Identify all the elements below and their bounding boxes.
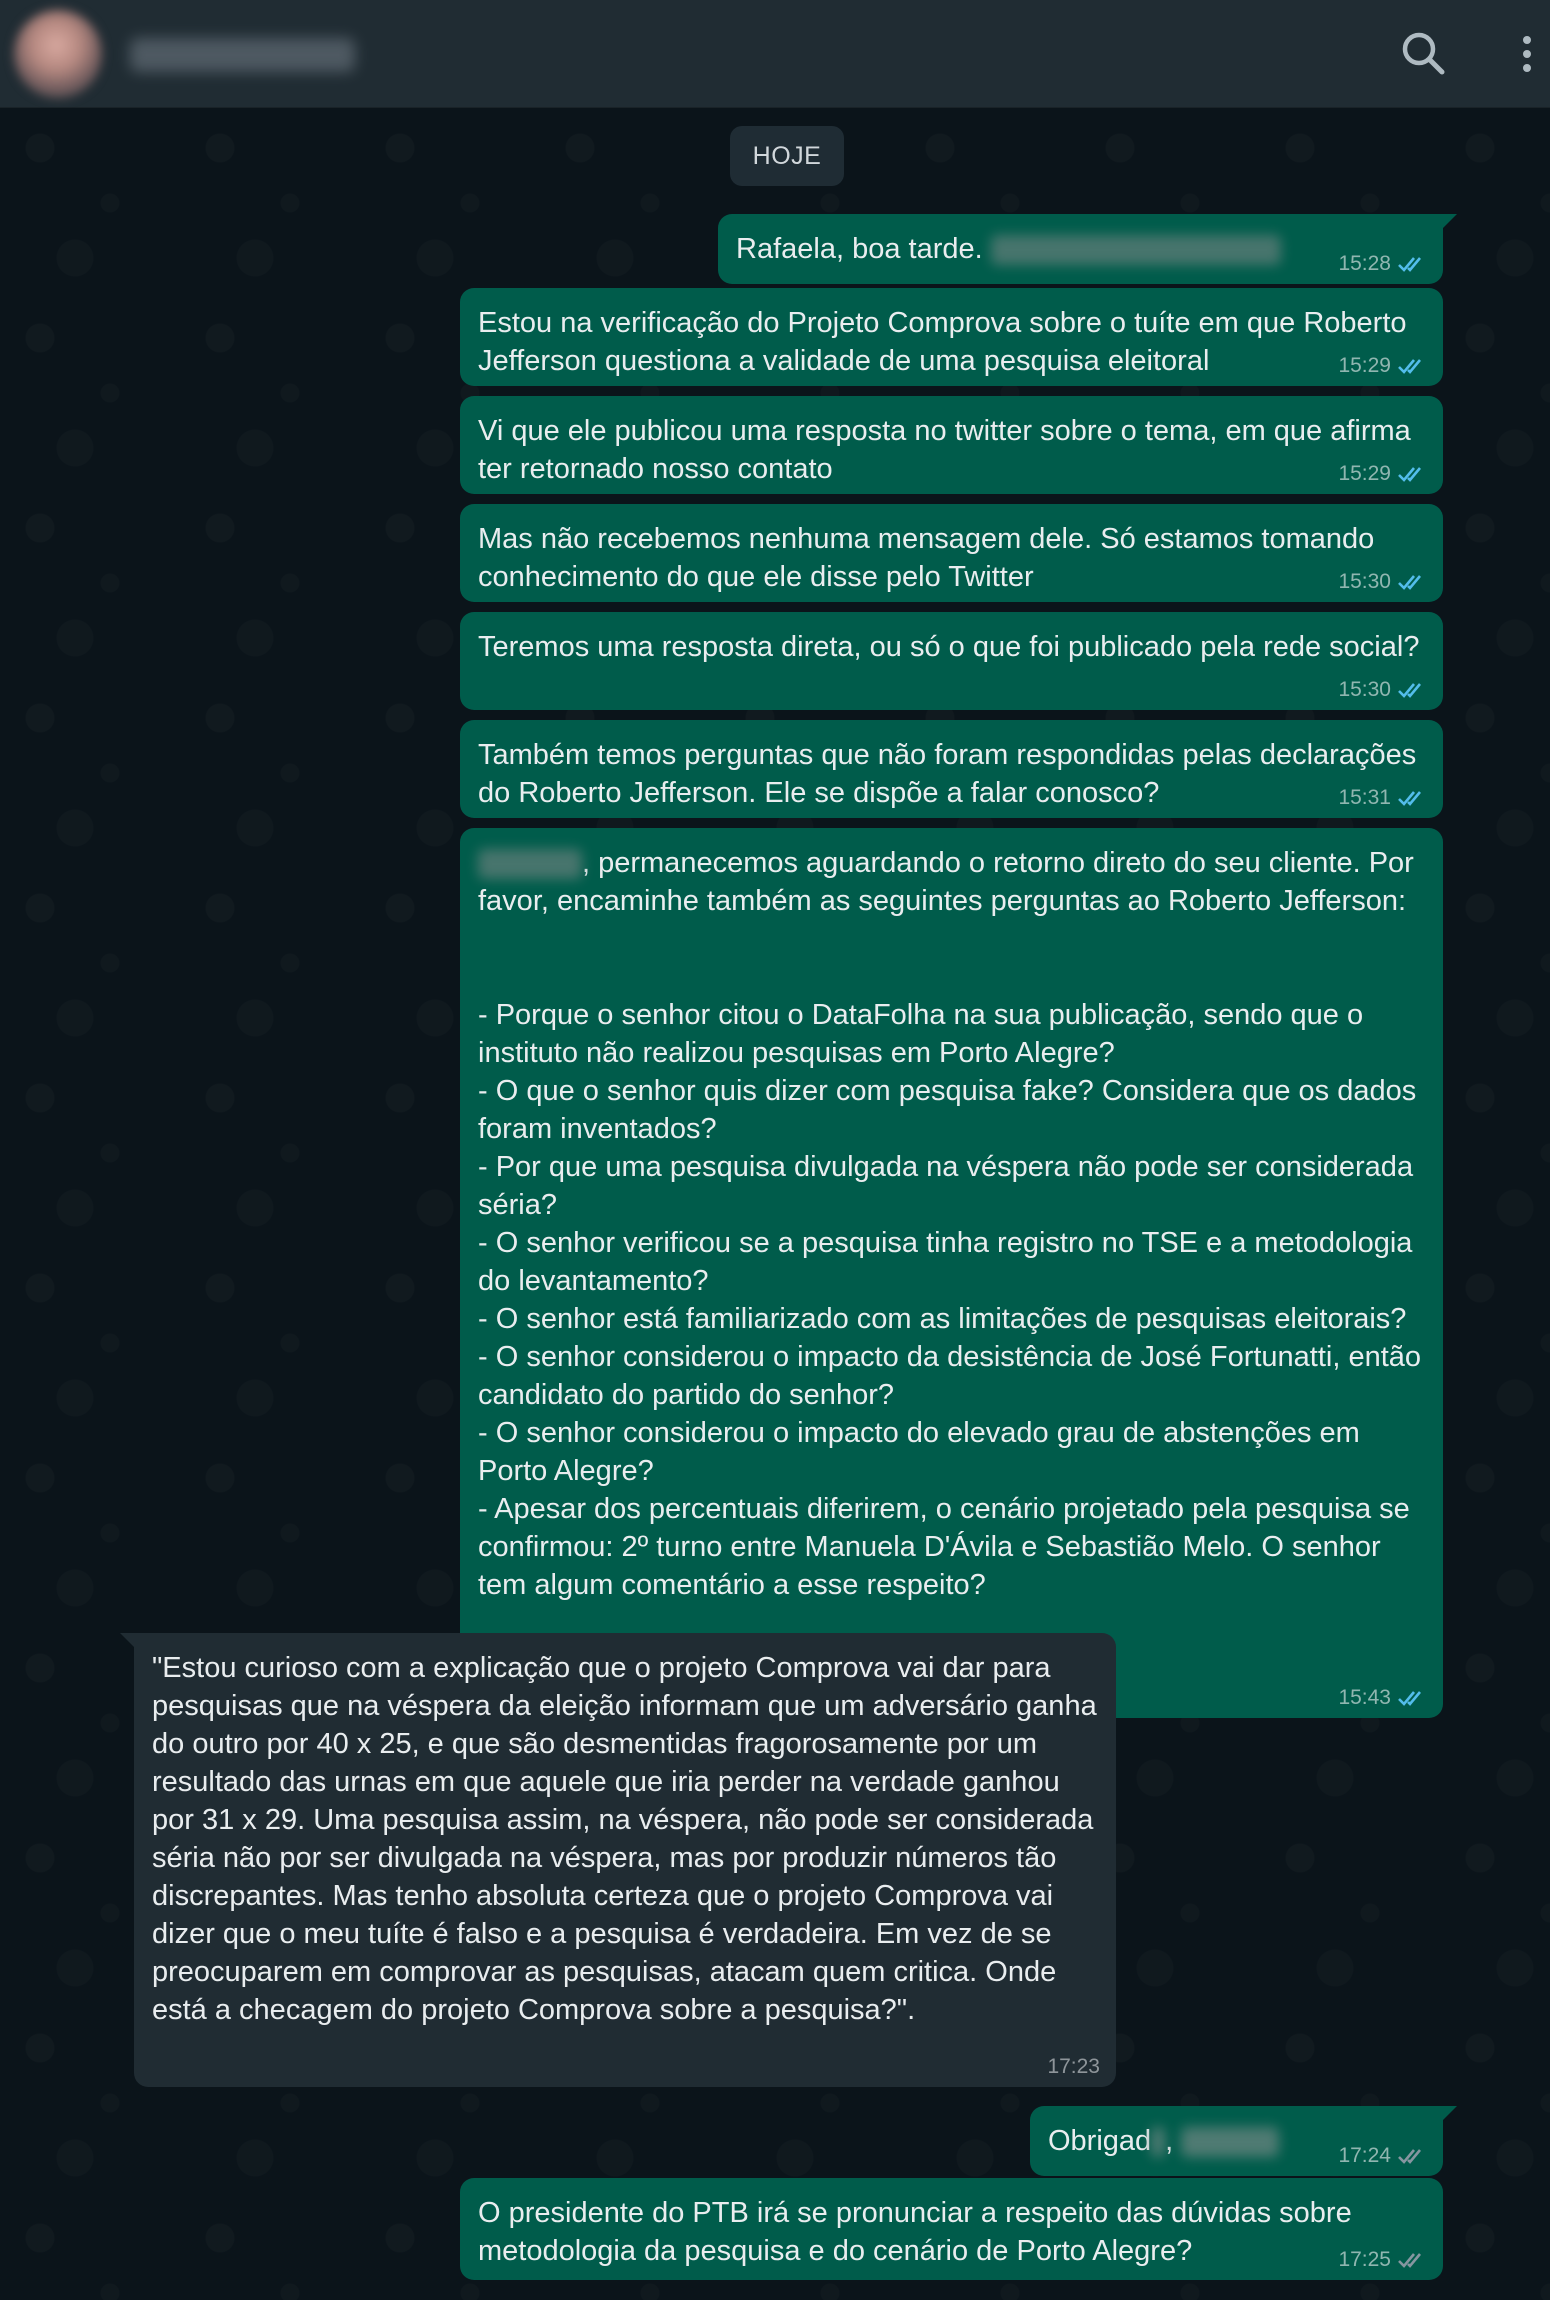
- question-item: - O senhor está familiarizado com as limitações de pesquisas eleitorais?: [478, 1303, 1407, 1335]
- question-item: - O senhor considerou o impacto da desistência de José Fortunatti, então candidato do partido do senhor?: [478, 1341, 1422, 1411]
- read-receipt-icon: [1397, 356, 1427, 376]
- outgoing-message[interactable]: [460, 612, 1443, 710]
- message-text: Vi que ele publicou uma resposta no twitter sobre o tema, em que afirma ter retornado nosso contato: [478, 415, 1411, 485]
- question-item: - O senhor considerou o impacto do elevado grau de abstenções em Porto Alegre?: [478, 1417, 1360, 1487]
- read-receipt-icon: [1397, 464, 1427, 484]
- question-item: - Porque o senhor citou o DataFolha na sua publicação, sendo que o instituto não realizou pesquisas em Porto Alegre?: [478, 999, 1364, 1069]
- redacted-name: [1181, 2127, 1279, 2157]
- message-text: Teremos uma resposta direta, ou só o que foi publicado pela rede social?: [478, 631, 1420, 663]
- outgoing-message[interactable]: [460, 396, 1443, 494]
- delivered-receipt-icon: [1397, 2250, 1427, 2270]
- message-list[interactable]: [0, 108, 1550, 2300]
- outgoing-message[interactable]: [1030, 2106, 1443, 2176]
- read-receipt-icon: [1397, 572, 1427, 592]
- message-text: Também temos perguntas que não foram respondidas pelas declarações do Roberto Jefferson. Ele se dispõe a falar conosco?: [478, 739, 1417, 809]
- message-meta: [1338, 786, 1427, 810]
- outgoing-message[interactable]: [460, 828, 1443, 1718]
- message-meta: [1047, 2055, 1100, 2079]
- message-text: "Estou curioso com a explicação que o projeto Comprova vai dar para pesquisas que na véspera da eleição informam que um adversário ganha do outro por 40 x 25, e que são desmentidas fragorosamente por um resultado das urnas em que aquele que iria perder na verdade ganhou por 31 x 29. Uma pesquisa assim, na véspera, não pode ser considerada séria não por ser divulgada na véspera, mas por produzir números tão discrepantes. Mas tenho absoluta certeza que o projeto Comprova vai dizer que o meu tuíte é falso e a pesquisa é verdadeira. Em vez de se preocuparem em comprovar as pesquisas, atacam quem critica. Onde está a checagem do projeto Comprova sobre a pesquisa?".: [152, 1652, 1097, 2026]
- blank-line: [478, 920, 1425, 996]
- message-time: 17:25: [1338, 2248, 1391, 2271]
- redacted-text: [1151, 2127, 1165, 2157]
- more-vertical-icon[interactable]: [1494, 22, 1534, 86]
- message-time: 15:31: [1338, 786, 1391, 809]
- message-time: 15:29: [1338, 354, 1391, 377]
- message-meta: [1338, 2248, 1427, 2272]
- message-meta: [1338, 1686, 1427, 1710]
- read-receipt-icon: [1397, 788, 1427, 808]
- outgoing-message[interactable]: [460, 720, 1443, 818]
- message-meta: [1338, 2144, 1427, 2168]
- message-time: 17:24: [1338, 2144, 1391, 2167]
- outgoing-message[interactable]: [718, 214, 1443, 284]
- message-meta: [1338, 462, 1427, 486]
- contact-avatar[interactable]: [14, 10, 102, 98]
- message-time: 15:43: [1338, 1686, 1391, 1709]
- message-time: 15:29: [1338, 462, 1391, 485]
- message-meta: [1338, 678, 1427, 702]
- message-meta: [1338, 252, 1427, 276]
- incoming-message[interactable]: [134, 1633, 1116, 2087]
- message-text: O presidente do PTB irá se pronunciar a respeito das dúvidas sobre metodologia da pesquisa e do cenário de Porto Alegre?: [478, 2197, 1352, 2267]
- read-receipt-icon: [1397, 680, 1427, 700]
- delivered-receipt-icon: [1397, 2146, 1427, 2166]
- question-item: - Por que uma pesquisa divulgada na véspera não pode ser considerada séria?: [478, 1151, 1414, 1221]
- message-time: 15:28: [1338, 252, 1391, 275]
- message-text: Estou na verificação do Projeto Comprova sobre o tuíte em que Roberto Jefferson questiona a validade de uma pesquisa eleitoral: [478, 307, 1407, 377]
- message-time: 15:30: [1338, 678, 1391, 701]
- message-meta: [1338, 354, 1427, 378]
- outgoing-message[interactable]: [460, 504, 1443, 602]
- question-item: - O que o senhor quis dizer com pesquisa fake? Considera que os dados foram inventados?: [478, 1075, 1417, 1145]
- outgoing-message[interactable]: [460, 288, 1443, 386]
- read-receipt-icon: [1397, 1688, 1427, 1708]
- read-receipt-icon: [1397, 254, 1427, 274]
- search-icon[interactable]: [1392, 22, 1456, 86]
- message-text: ,: [1165, 2125, 1174, 2157]
- message-time: 17:23: [1047, 2055, 1100, 2078]
- outgoing-message[interactable]: [460, 2178, 1443, 2280]
- question-item: - Apesar dos percentuais diferirem, o cenário projetado pela pesquisa se confirmou: 2º turno entre Manuela D'Ávila e Sebastião Melo. O senhor tem algum comentário a esse respeito?: [478, 1493, 1410, 1601]
- redacted-name: [478, 849, 582, 879]
- message-meta: [1338, 570, 1427, 594]
- message-text: Obrigad: [1048, 2125, 1152, 2157]
- question-item: - O senhor verificou se a pesquisa tinha registro no TSE e a metodologia do levantamento?: [478, 1227, 1413, 1297]
- redacted-text: [991, 235, 1281, 265]
- chat-header: [0, 0, 1550, 108]
- contact-name-redacted[interactable]: [130, 38, 355, 72]
- message-text: Rafaela, boa tarde.: [736, 233, 983, 265]
- message-time: 15:30: [1338, 570, 1391, 593]
- message-text: Mas não recebemos nenhuma mensagem dele. Só estamos tomando conhecimento do que ele disse pelo Twitter: [478, 523, 1375, 593]
- message-text: , permanecemos aguardando o retorno direto do seu cliente. Por favor, encaminhe também as seguintes perguntas ao Roberto Jefferson:: [478, 847, 1414, 917]
- date-separator: HOJE: [730, 126, 844, 186]
